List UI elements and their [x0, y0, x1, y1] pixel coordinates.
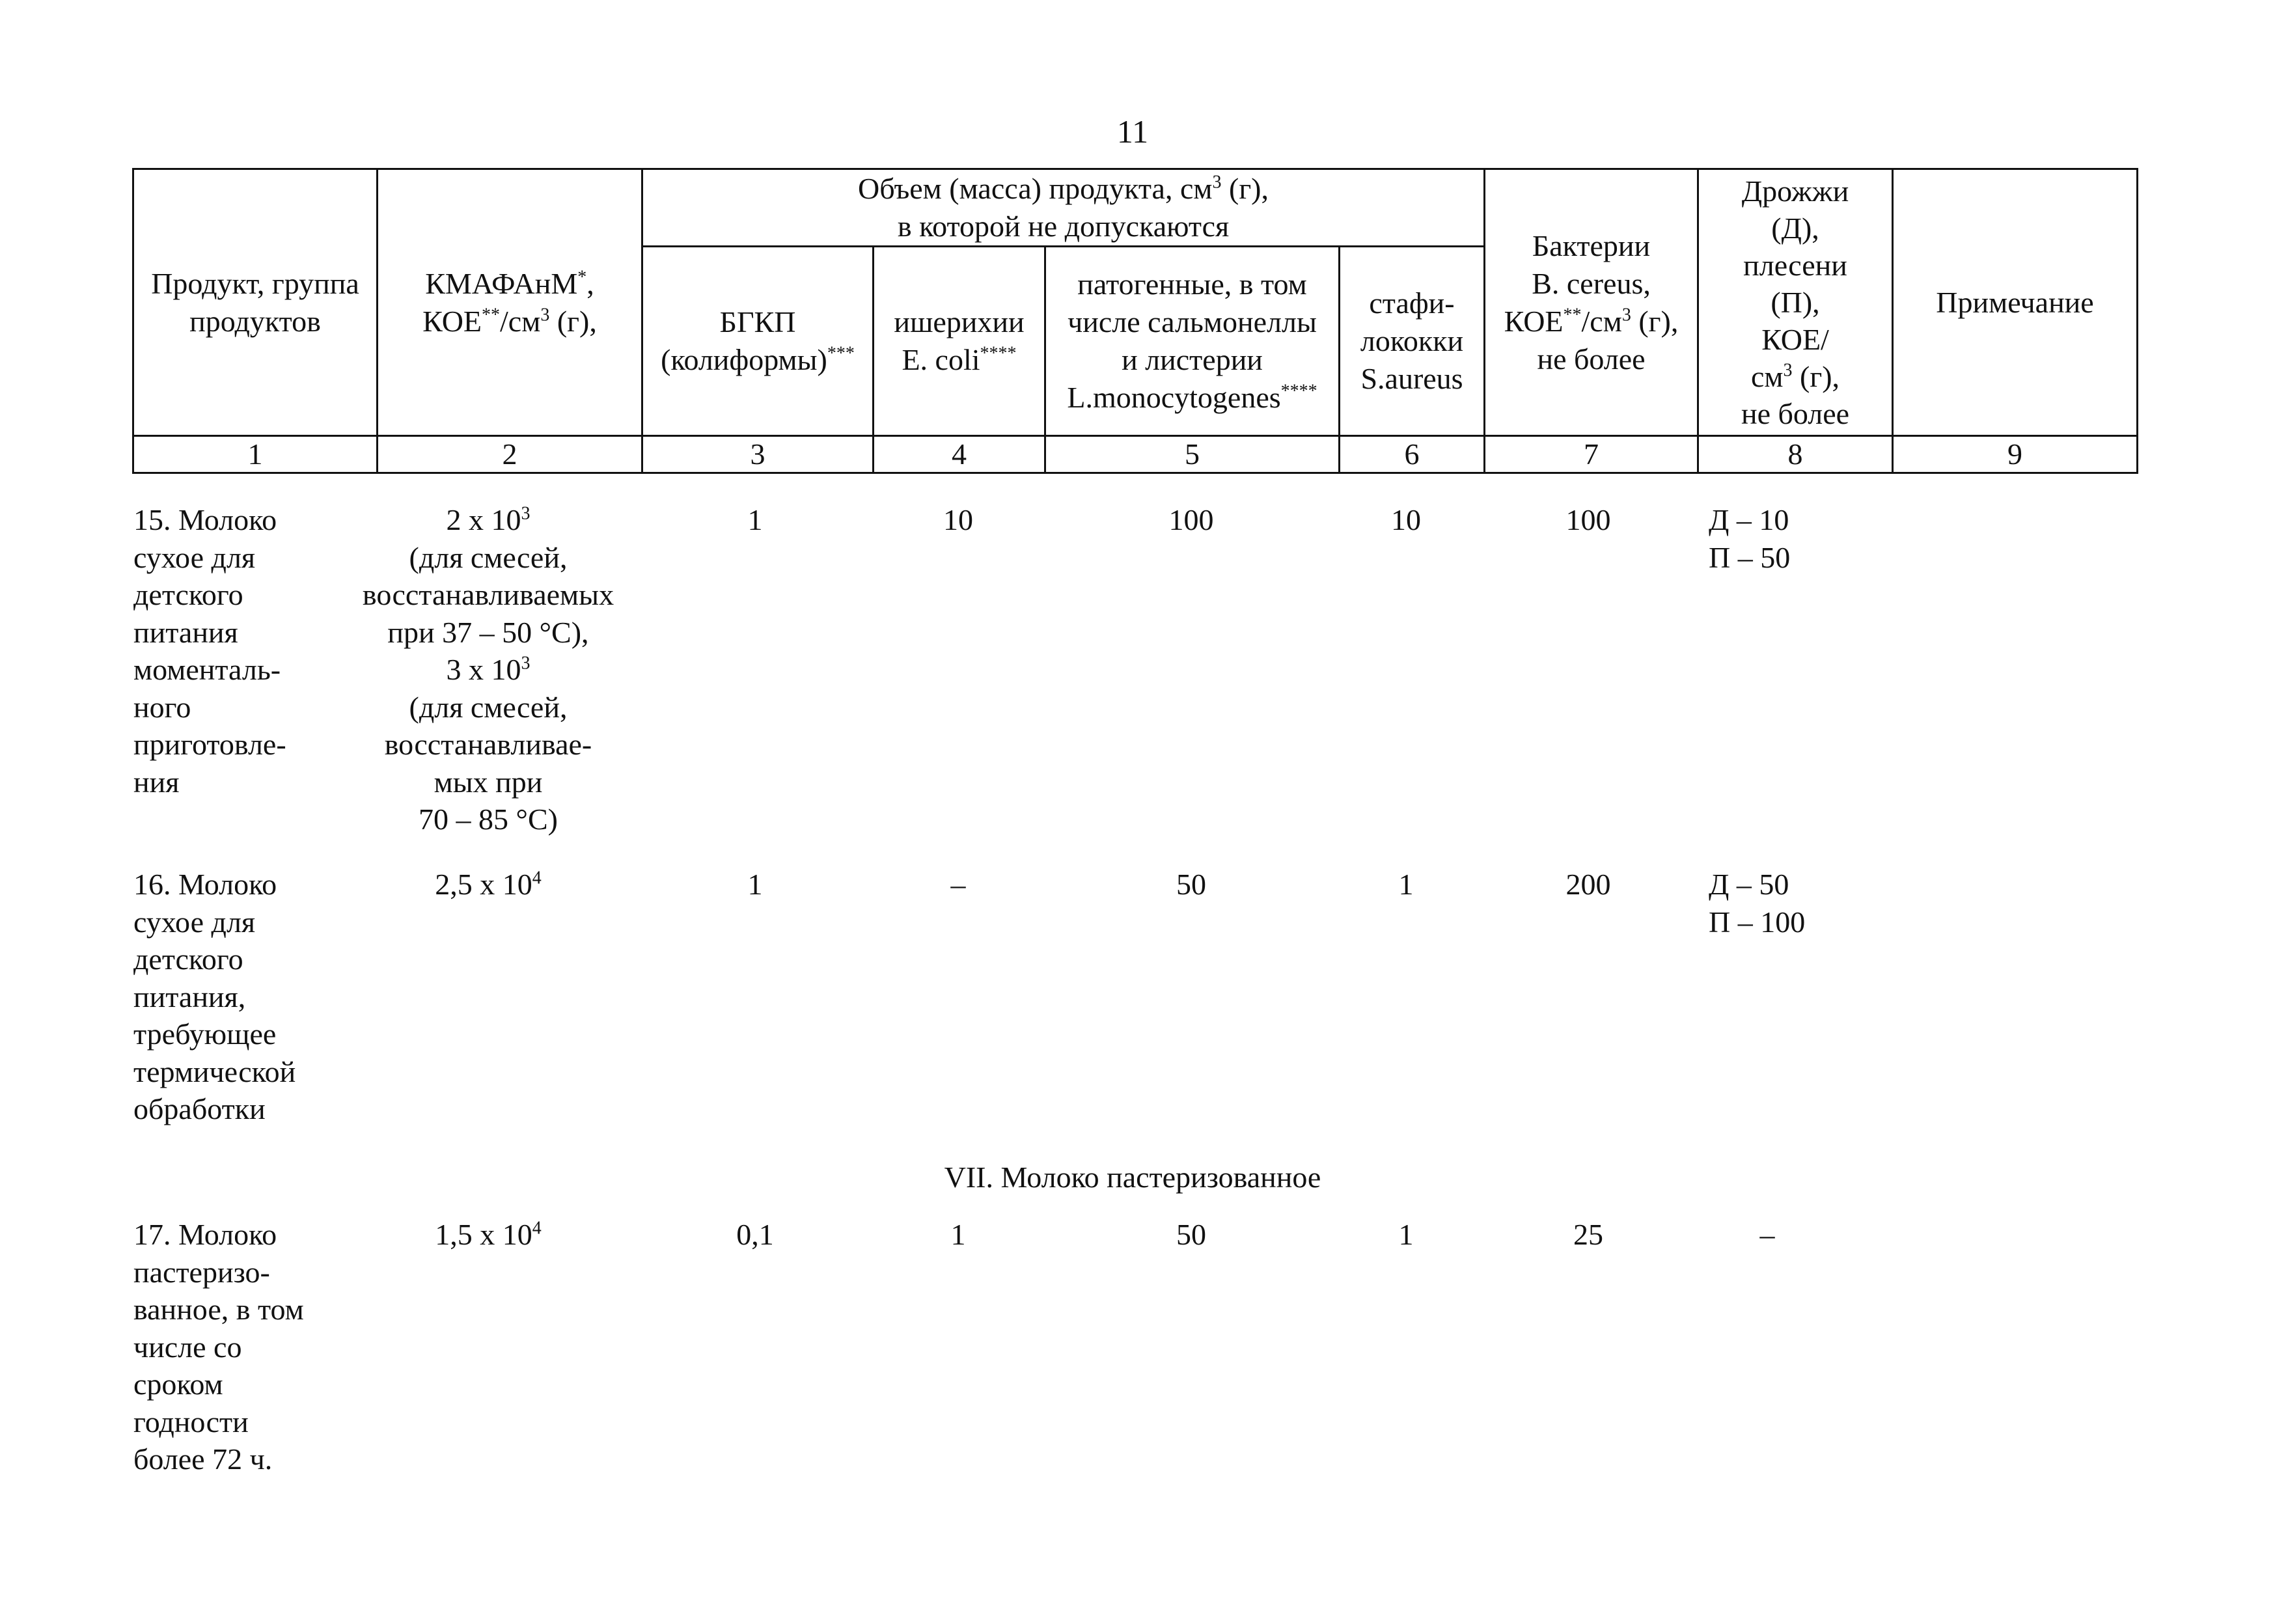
column-number: 4	[874, 436, 1045, 473]
header-group-volume: Объем (масса) продукта, $см^3$ (г), в которой не допускаются	[642, 169, 1485, 247]
row-ecoli: –	[950, 868, 966, 901]
row-yeast-mold: –	[1759, 1218, 1775, 1251]
column-number: 8	[1698, 436, 1893, 473]
header-note: Примечание	[1893, 169, 2138, 436]
column-number: 9	[1893, 436, 2138, 473]
row-saureus: 1	[1398, 1218, 1414, 1251]
header-product: Продукт, группа продуктов	[133, 169, 378, 436]
row-bcereus: 100	[1565, 503, 1611, 536]
row-pathogenic: 100	[1168, 503, 1214, 536]
column-number: 2	[378, 436, 642, 473]
row-pathogenic: 50	[1176, 868, 1206, 901]
row-yeast-mold: Д – 50 П – 100	[1709, 868, 1806, 939]
section-title: VII. Молоко пастеризованное	[944, 1161, 1321, 1194]
table-header	[132, 168, 2138, 474]
row-pathogenic: 50	[1176, 1218, 1206, 1251]
row-bcereus: 25	[1573, 1218, 1603, 1251]
column-number: 1	[133, 436, 378, 473]
header-kmafanm: КМАФАнМ*, $КОЕ^{**}/см^3$ (г),	[378, 169, 642, 436]
page-number: 11	[1116, 113, 1149, 150]
header-yeast-mold: Дрожжи (Д), плесени (П), КОЕ/ $см^3$ (г), не более	[1698, 169, 1893, 436]
row-bgkp: 1	[747, 868, 763, 901]
row-ecoli: 1	[950, 1218, 966, 1251]
row-product: 17. Молоко пастеризо- ванное, в том числе со сроком годности более 72 ч.	[133, 1218, 304, 1476]
column-number: 3	[642, 436, 874, 473]
row-kmafanm: 2,5 х $10^4$	[435, 868, 542, 901]
header-saureus: стафи- лококки S.aureus	[1340, 247, 1485, 436]
header-ecoli: ишерихии E. coli****	[874, 247, 1045, 436]
column-numbers-row	[133, 436, 2138, 473]
row-ecoli: 10	[943, 503, 973, 536]
row-product: 16. Молоко сухое для детского питания, требующее термической обработки	[133, 868, 296, 1125]
row-product: 15. Молоко сухое для детского питания моменталь- ного приготовле- ния	[133, 503, 286, 799]
row-kmafanm: 2 х $10^3$ (для смесей, восстанавливаемых при 37 – 50 °С), 3 х $10^3$ (для смесей, восстанавливае- мых при 70 – 85 °С)	[362, 503, 614, 836]
column-number: 5	[1045, 436, 1340, 473]
row-saureus: 1	[1398, 868, 1414, 901]
header-bgkp: БГКП (колиформы)***	[642, 247, 874, 436]
header-bcereus: Бактерии B. cereus, $КОЕ^{**}/см^3$ (г), не более	[1485, 169, 1698, 436]
row-bcereus: 200	[1565, 868, 1611, 901]
row-bgkp: 1	[747, 503, 763, 536]
row-saureus: 10	[1391, 503, 1421, 536]
row-yeast-mold: Д – 10 П – 50	[1709, 503, 1791, 574]
row-kmafanm: 1,5 х $10^4$	[435, 1218, 542, 1251]
column-number: 7	[1485, 436, 1698, 473]
column-number: 6	[1340, 436, 1485, 473]
header-pathogenic: патогенные, в том числе сальмонеллы и листерии L.monocytogenes****	[1045, 247, 1340, 436]
row-bgkp: 0,1	[736, 1218, 774, 1251]
